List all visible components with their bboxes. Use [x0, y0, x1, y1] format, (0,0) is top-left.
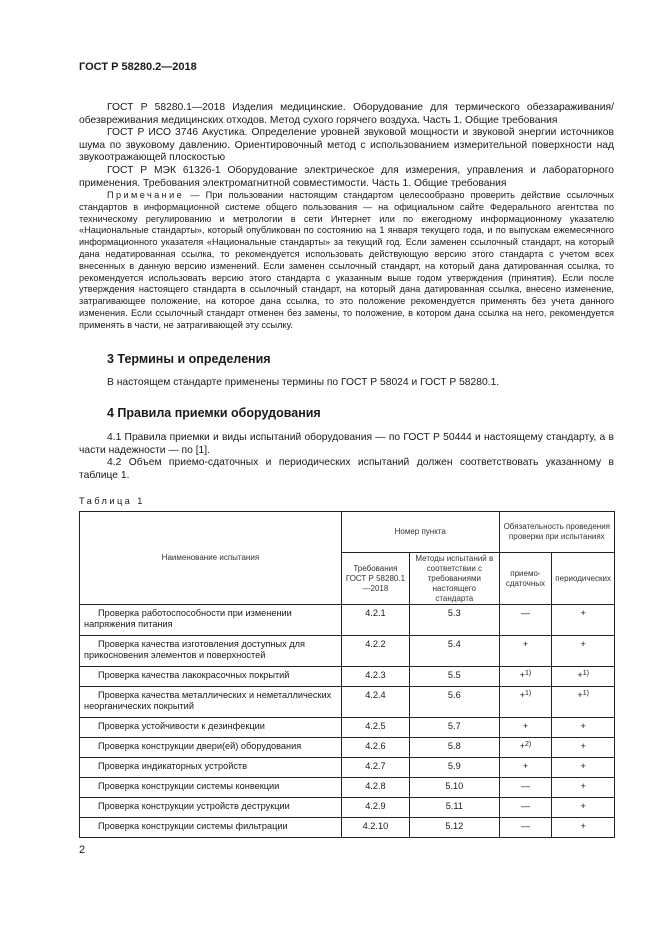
requirement-clause-cell-value: 4.2.5	[365, 721, 386, 731]
table-row	[80, 758, 615, 778]
acceptance-cell-value: —	[520, 781, 531, 791]
requirement-clause-cell-value: 4.2.9	[365, 801, 386, 811]
test-name: Проверка качества изготовления доступных для прикосновения элементов и поверхностей	[84, 639, 305, 660]
test-name: Проверка работоспособности при изменении напряжения питания	[84, 608, 292, 629]
table-row	[80, 667, 615, 687]
note-block	[79, 190, 614, 332]
test-name: Проверка конструкции устройств деструкции	[98, 801, 290, 811]
test-table	[79, 511, 615, 838]
acceptance-cell-value: —	[520, 821, 531, 831]
requirement-clause-cell-value: 4.2.7	[365, 761, 386, 771]
periodic-cell-value: +	[580, 821, 586, 831]
page-number: 2	[79, 844, 86, 856]
footnote-marker: 1)	[582, 670, 589, 677]
reference-item: ГОСТ Р МЭК 61326-1 Оборудование электрическое для измерения, управления и лабораторного применения. Требования электромагнитной совместимости. Часть 1. Общие требования	[79, 164, 614, 189]
method-clause-cell-value: 5.8	[447, 741, 461, 751]
method-clause-cell-value: 5.3	[447, 608, 461, 618]
normative-references	[79, 102, 614, 190]
acceptance-cell	[499, 738, 552, 758]
method-clause-cell-value: 5.5	[447, 670, 461, 680]
requirement-clause-cell-value: 4.2.10	[362, 821, 389, 831]
acceptance-cell	[499, 758, 552, 778]
periodic-cell	[552, 667, 615, 687]
acceptance-cell-value: —	[520, 608, 531, 618]
periodic-cell-value: +	[580, 761, 586, 771]
requirement-clause-cell-value: 4.2.6	[365, 741, 386, 751]
header-clause-number: Номер пункта	[341, 512, 499, 553]
table-row	[80, 818, 615, 838]
test-name-cell	[80, 718, 342, 738]
requirement-clause-cell	[341, 738, 409, 758]
method-clause-cell	[410, 667, 500, 687]
method-clause-cell	[410, 718, 500, 738]
periodic-cell-value: +	[577, 690, 583, 700]
test-name-cell	[80, 798, 342, 818]
acceptance-cell	[499, 636, 552, 667]
periodic-cell-value: +	[580, 639, 586, 649]
requirement-clause-cell-value: 4.2.2	[365, 639, 386, 649]
method-clause-cell-value: 5.9	[447, 761, 461, 771]
header-requirements: Требования ГОСТ Р 58280.1—2018	[341, 553, 409, 605]
header-obligation: Обязательность проведения проверки при испытаниях	[499, 512, 614, 553]
test-name-cell	[80, 738, 342, 758]
acceptance-cell	[499, 667, 552, 687]
method-clause-cell	[410, 758, 500, 778]
requirement-clause-cell	[341, 687, 409, 718]
section-4-body	[79, 432, 614, 482]
test-name-cell	[80, 605, 342, 636]
acceptance-cell	[499, 778, 552, 798]
table-row	[80, 738, 615, 758]
acceptance-cell-value: +	[522, 761, 529, 771]
requirement-clause-cell	[341, 605, 409, 636]
table-caption: Таблица 1	[79, 496, 145, 506]
test-name-cell	[80, 636, 342, 667]
periodic-cell	[552, 718, 615, 738]
requirement-clause-cell	[341, 798, 409, 818]
periodic-cell-value: +	[580, 781, 586, 791]
reference-item: ГОСТ Р 58280.1—2018 Изделия медицинские. Оборудование для термического обеззараживания/обезвреживания медицинских отходов. Метод сухого горячего воздуха. Часть 1. Общие требования	[79, 102, 614, 126]
acceptance-cell	[499, 605, 552, 636]
footnote-marker: 2)	[525, 741, 532, 748]
note-label: Примечание	[107, 190, 185, 200]
method-clause-cell	[410, 738, 500, 758]
test-name-cell	[80, 818, 342, 838]
periodic-cell-value: +	[580, 741, 586, 751]
requirement-clause-cell-value: 4.2.3	[365, 670, 386, 680]
test-name: Проверка конструкции системы конвекции	[98, 781, 280, 791]
section-4-heading: 4 Правила приемки оборудования	[107, 406, 321, 420]
periodic-cell	[552, 687, 615, 718]
periodic-cell	[552, 605, 615, 636]
footnote-marker: 1)	[582, 690, 589, 697]
method-clause-cell	[410, 687, 500, 718]
periodic-cell	[552, 738, 615, 758]
periodic-cell	[552, 758, 615, 778]
acceptance-cell-value: +	[522, 639, 529, 649]
requirement-clause-cell-value: 4.2.4	[365, 690, 386, 700]
clause-4-1: 4.1 Правила приемки и виды испытаний оборудования — по ГОСТ Р 50444 и настоящему стандарту, а в части надежности — по [1].	[79, 432, 614, 456]
test-name-cell	[80, 758, 342, 778]
periodic-cell-value: +	[580, 608, 586, 618]
clause-4-2: 4.2 Объем приемо-сдаточных и периодических испытаний должен соответствовать указанному в таблице 1.	[79, 457, 614, 481]
periodic-cell-value: +	[580, 721, 586, 731]
header-periodic: периодических	[552, 553, 615, 605]
table-row	[80, 778, 615, 798]
method-clause-cell	[410, 778, 500, 798]
test-name: Проверка конструкции двери(ей) оборудования	[98, 741, 302, 751]
method-clause-cell	[410, 818, 500, 838]
table-row	[80, 636, 615, 667]
method-clause-cell-value: 5.11	[445, 801, 463, 811]
acceptance-cell-value: +	[522, 721, 529, 731]
periodic-cell	[552, 818, 615, 838]
method-clause-cell-value: 5.7	[447, 721, 461, 731]
requirement-clause-cell-value: 4.2.1	[365, 608, 386, 618]
requirement-clause-cell	[341, 818, 409, 838]
test-name-cell	[80, 687, 342, 718]
method-clause-cell	[410, 636, 500, 667]
header-test-methods: Методы испытаний в соответствии с требованиями настоящего стандарта	[410, 553, 500, 605]
reference-item: ГОСТ Р ИСО 3746 Акустика. Определение уровней звуковой мощности и звуковой энергии источников шума по звуковому давлению. Ориентировочный метод с использованием измерительной поверхности над звукоотражающей плоскостью	[79, 127, 614, 164]
header-acceptance: приемо-сдаточных	[499, 553, 552, 605]
acceptance-cell-value: +	[519, 670, 525, 680]
test-name-cell	[80, 667, 342, 687]
test-name-cell	[80, 778, 342, 798]
requirement-clause-cell	[341, 758, 409, 778]
periodic-cell	[552, 778, 615, 798]
periodic-cell	[552, 798, 615, 818]
test-name: Проверка устойчивости к дезинфекции	[98, 721, 265, 731]
acceptance-cell	[499, 718, 552, 738]
acceptance-cell-value: —	[520, 801, 531, 811]
periodic-cell-value: +	[577, 670, 583, 680]
acceptance-cell	[499, 798, 552, 818]
requirement-clause-cell	[341, 718, 409, 738]
periodic-cell-value: +	[580, 801, 586, 811]
test-name: Проверка качества лакокрасочных покрытий	[98, 670, 290, 680]
section-3-text: В настоящем стандарте применены термины по ГОСТ Р 58024 и ГОСТ Р 58280.1.	[107, 377, 500, 388]
section-3-heading: 3 Термины и определения	[107, 352, 271, 366]
requirement-clause-cell-value: 4.2.8	[365, 781, 386, 791]
table-row	[80, 798, 615, 818]
periodic-cell	[552, 636, 615, 667]
acceptance-cell-value: +	[519, 741, 525, 751]
note-text: — При пользовании настоящим стандартом целесообразно проверить действие ссылочных стандартов в информационной системе общего пользования — на официальном сайте Федерального агентства по техническому регулированию и метрологии в сети Интернет или по ежегодному информационному указателю «Национальные стандарты», который опубликован по состоянию на 1 января текущего года, и по выпускам ежемесячного информационного указателя «Национальные стандарты» за текущий год. Если заменен ссылочный стандарт, на который дана недатированная ссылка, то рекомендуется использовать действующую версию этого стандарта с учетом всех внесенных в данную версию изменений. Если заменен ссылочный стандарт, на который дана датированная ссылка, то рекомендуется использовать версию этого стандарта с указанным выше годом утверждения (принятия). Если после утверждения настоящего стандарта в ссылочный стандарт, на который дана датированная ссылка, внесено изменение, затрагивающее положение, на которое дана ссылка, то это положение рекомендуется применять без учета данного изменения. Если ссылочный стандарт отменен без замены, то положение, в котором дана ссылка на него, рекомендуется применять в части, не затрагивающей эту ссылку.	[79, 190, 614, 330]
table-row	[80, 718, 615, 738]
requirement-clause-cell	[341, 778, 409, 798]
requirement-clause-cell	[341, 636, 409, 667]
method-clause-cell-value: 5.10	[445, 781, 464, 791]
footnote-marker: 1)	[525, 670, 532, 677]
method-clause-cell	[410, 798, 500, 818]
footnote-marker: 1)	[525, 690, 532, 697]
method-clause-cell-value: 5.6	[447, 690, 461, 700]
test-name: Проверка конструкции системы фильтрации	[98, 821, 288, 831]
table-row	[80, 687, 615, 718]
test-name: Проверка качества металлических и неметаллических неорганических покрытий	[84, 690, 332, 711]
acceptance-cell	[499, 687, 552, 718]
method-clause-cell-value: 5.4	[447, 639, 461, 649]
header-test-name: Наименование испытания	[80, 512, 342, 605]
acceptance-cell	[499, 818, 552, 838]
document-header: ГОСТ Р 58280.2—2018	[79, 61, 197, 73]
acceptance-cell-value: +	[519, 690, 525, 700]
method-clause-cell-value: 5.12	[445, 821, 464, 831]
method-clause-cell	[410, 605, 500, 636]
table-row	[80, 605, 615, 636]
requirement-clause-cell	[341, 667, 409, 687]
test-name: Проверка индикаторных устройств	[98, 761, 248, 771]
